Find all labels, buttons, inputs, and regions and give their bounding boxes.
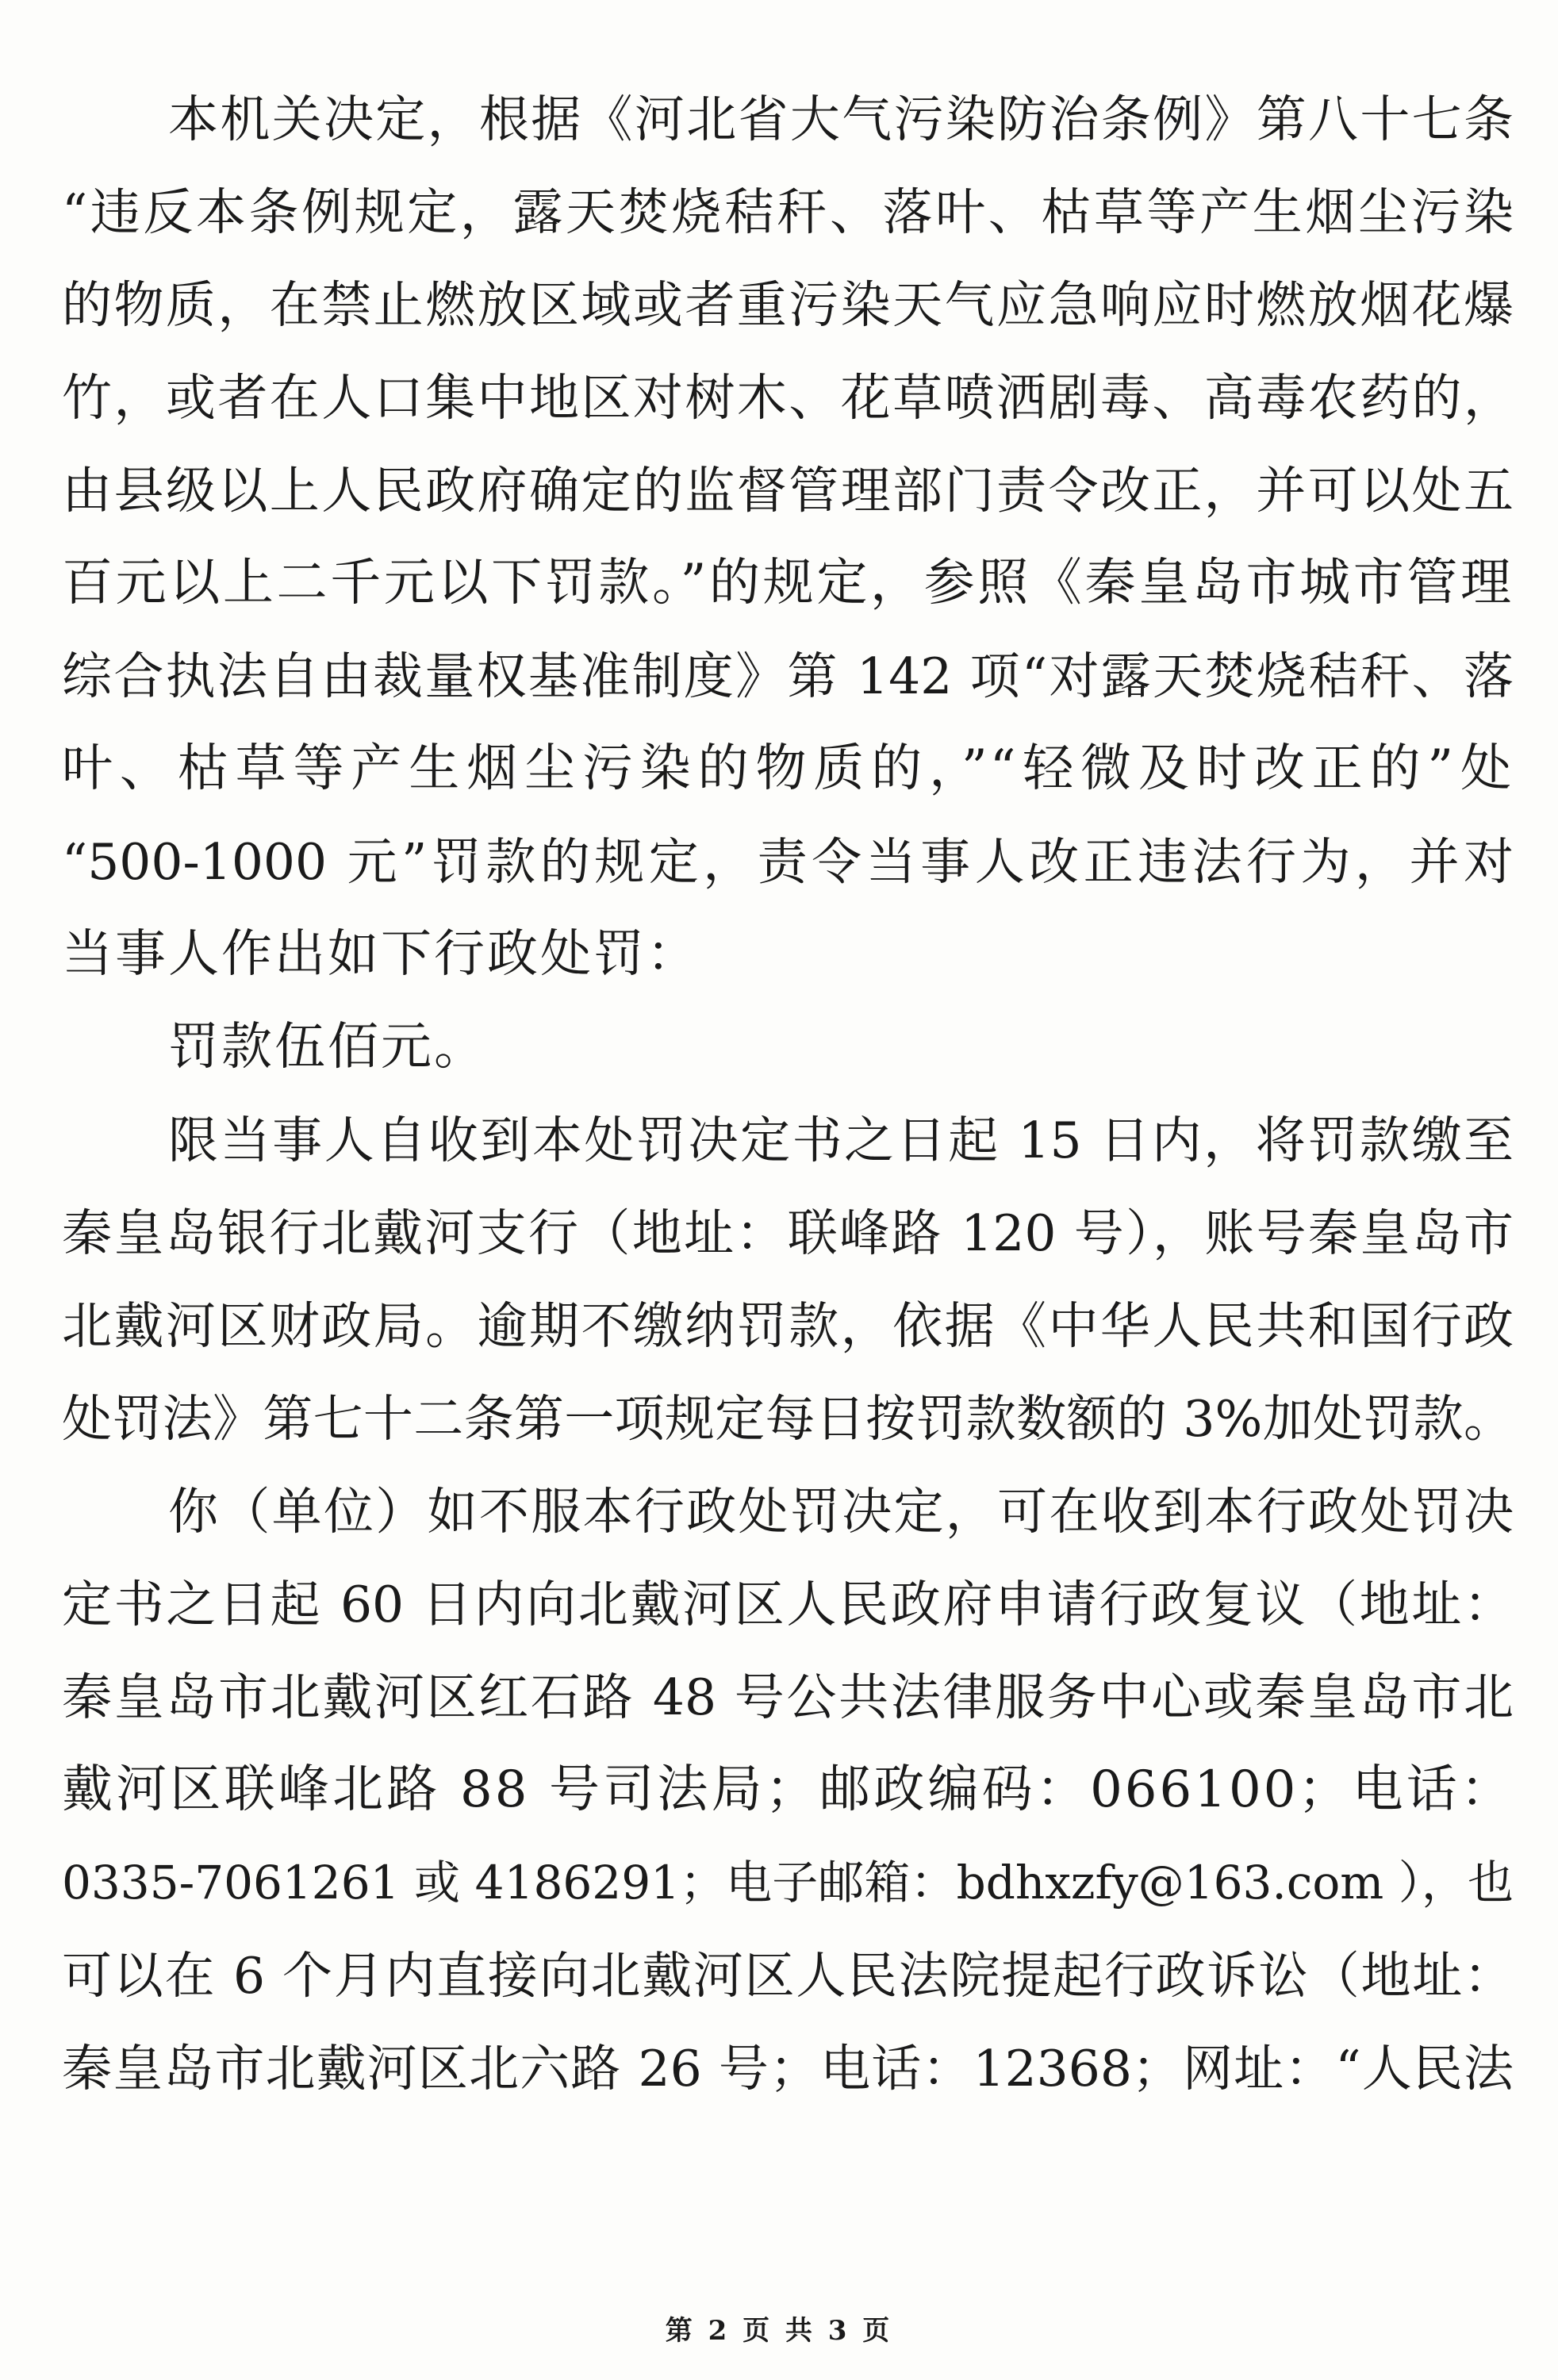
text-line: 秦皇岛市北戴河区北六路 26 号；电话：12368；网址：“人民法 — [62, 2040, 1514, 2098]
text-line: 叶、枯草等产生烟尘污染的物质的，”“轻微及时改正的”处 — [62, 739, 1514, 798]
text-line: 北戴河区财政局。逾期不缴纳罚款，依据《中华人民共和国行政 — [62, 1297, 1514, 1355]
text-line: 可以在 6 个月内直接向北戴河区人民法院提起行政诉讼（地址： — [62, 1947, 1514, 2005]
text-line: 由县级以上人民政府确定的监督管理部门责令改正，并可以处五 — [62, 462, 1514, 520]
text-line: 处罚法》第七十二条第一项规定每日按罚款数额的 3%加处罚款。 — [62, 1390, 1514, 1448]
text-line: 当事人作出如下行政处罚： — [62, 925, 700, 984]
document-body — [62, 73, 1514, 2115]
text-line: “违反本条例规定，露天焚烧秸秆、落叶、枯草等产生烟尘污染 — [62, 183, 1514, 241]
text-line: “500-1000 元”罚款的规定，责令当事人改正违法行为，并对 — [62, 833, 1514, 891]
text-line: 竹，或者在人口集中地区对树木、花草喷洒剧毒、高毒农药的， — [62, 369, 1514, 427]
text-line: 定书之日起 60 日内向北戴河区人民政府申请行政复议（地址： — [62, 1576, 1514, 1633]
text-line: 秦皇岛银行北戴河支行（地址：联峰路 120 号），账号秦皇岛市 — [62, 1204, 1514, 1262]
text-line: 罚款伍佰元。 — [168, 1018, 487, 1077]
text-line: 0335-7061261 或 4186291；电子邮箱：bdhxzfy@163.com ），也 — [62, 1856, 1514, 1910]
text-line: 的物质，在禁止燃放区域或者重污染天气应急响应时燃放烟花爆 — [62, 276, 1514, 334]
text-line: 本机关决定，根据《河北省大气污染防治条例》第八十七条 — [168, 90, 1514, 148]
text-line: 戴河区联峰北路 88 号司法局；邮政编码：066100；电话： — [62, 1760, 1514, 1819]
text-line: 综合执法自由裁量权基准制度》第 142 项“对露天焚烧秸秆、落 — [62, 647, 1514, 705]
page-number-footer: 第 2 页 共 3 页 — [665, 2315, 893, 2347]
text-line: 百元以上二千元以下罚款。”的规定，参照《秦皇岛市城市管理 — [62, 554, 1514, 612]
text-line: 限当事人自收到本处罚决定书之日起 15 日内，将罚款缴至 — [168, 1111, 1514, 1169]
text-line: 你（单位）如不服本行政处罚决定，可在收到本行政处罚决 — [168, 1483, 1514, 1541]
text-line: 秦皇岛市北戴河区红石路 48 号公共法律服务中心或秦皇岛市北 — [62, 1668, 1514, 1726]
